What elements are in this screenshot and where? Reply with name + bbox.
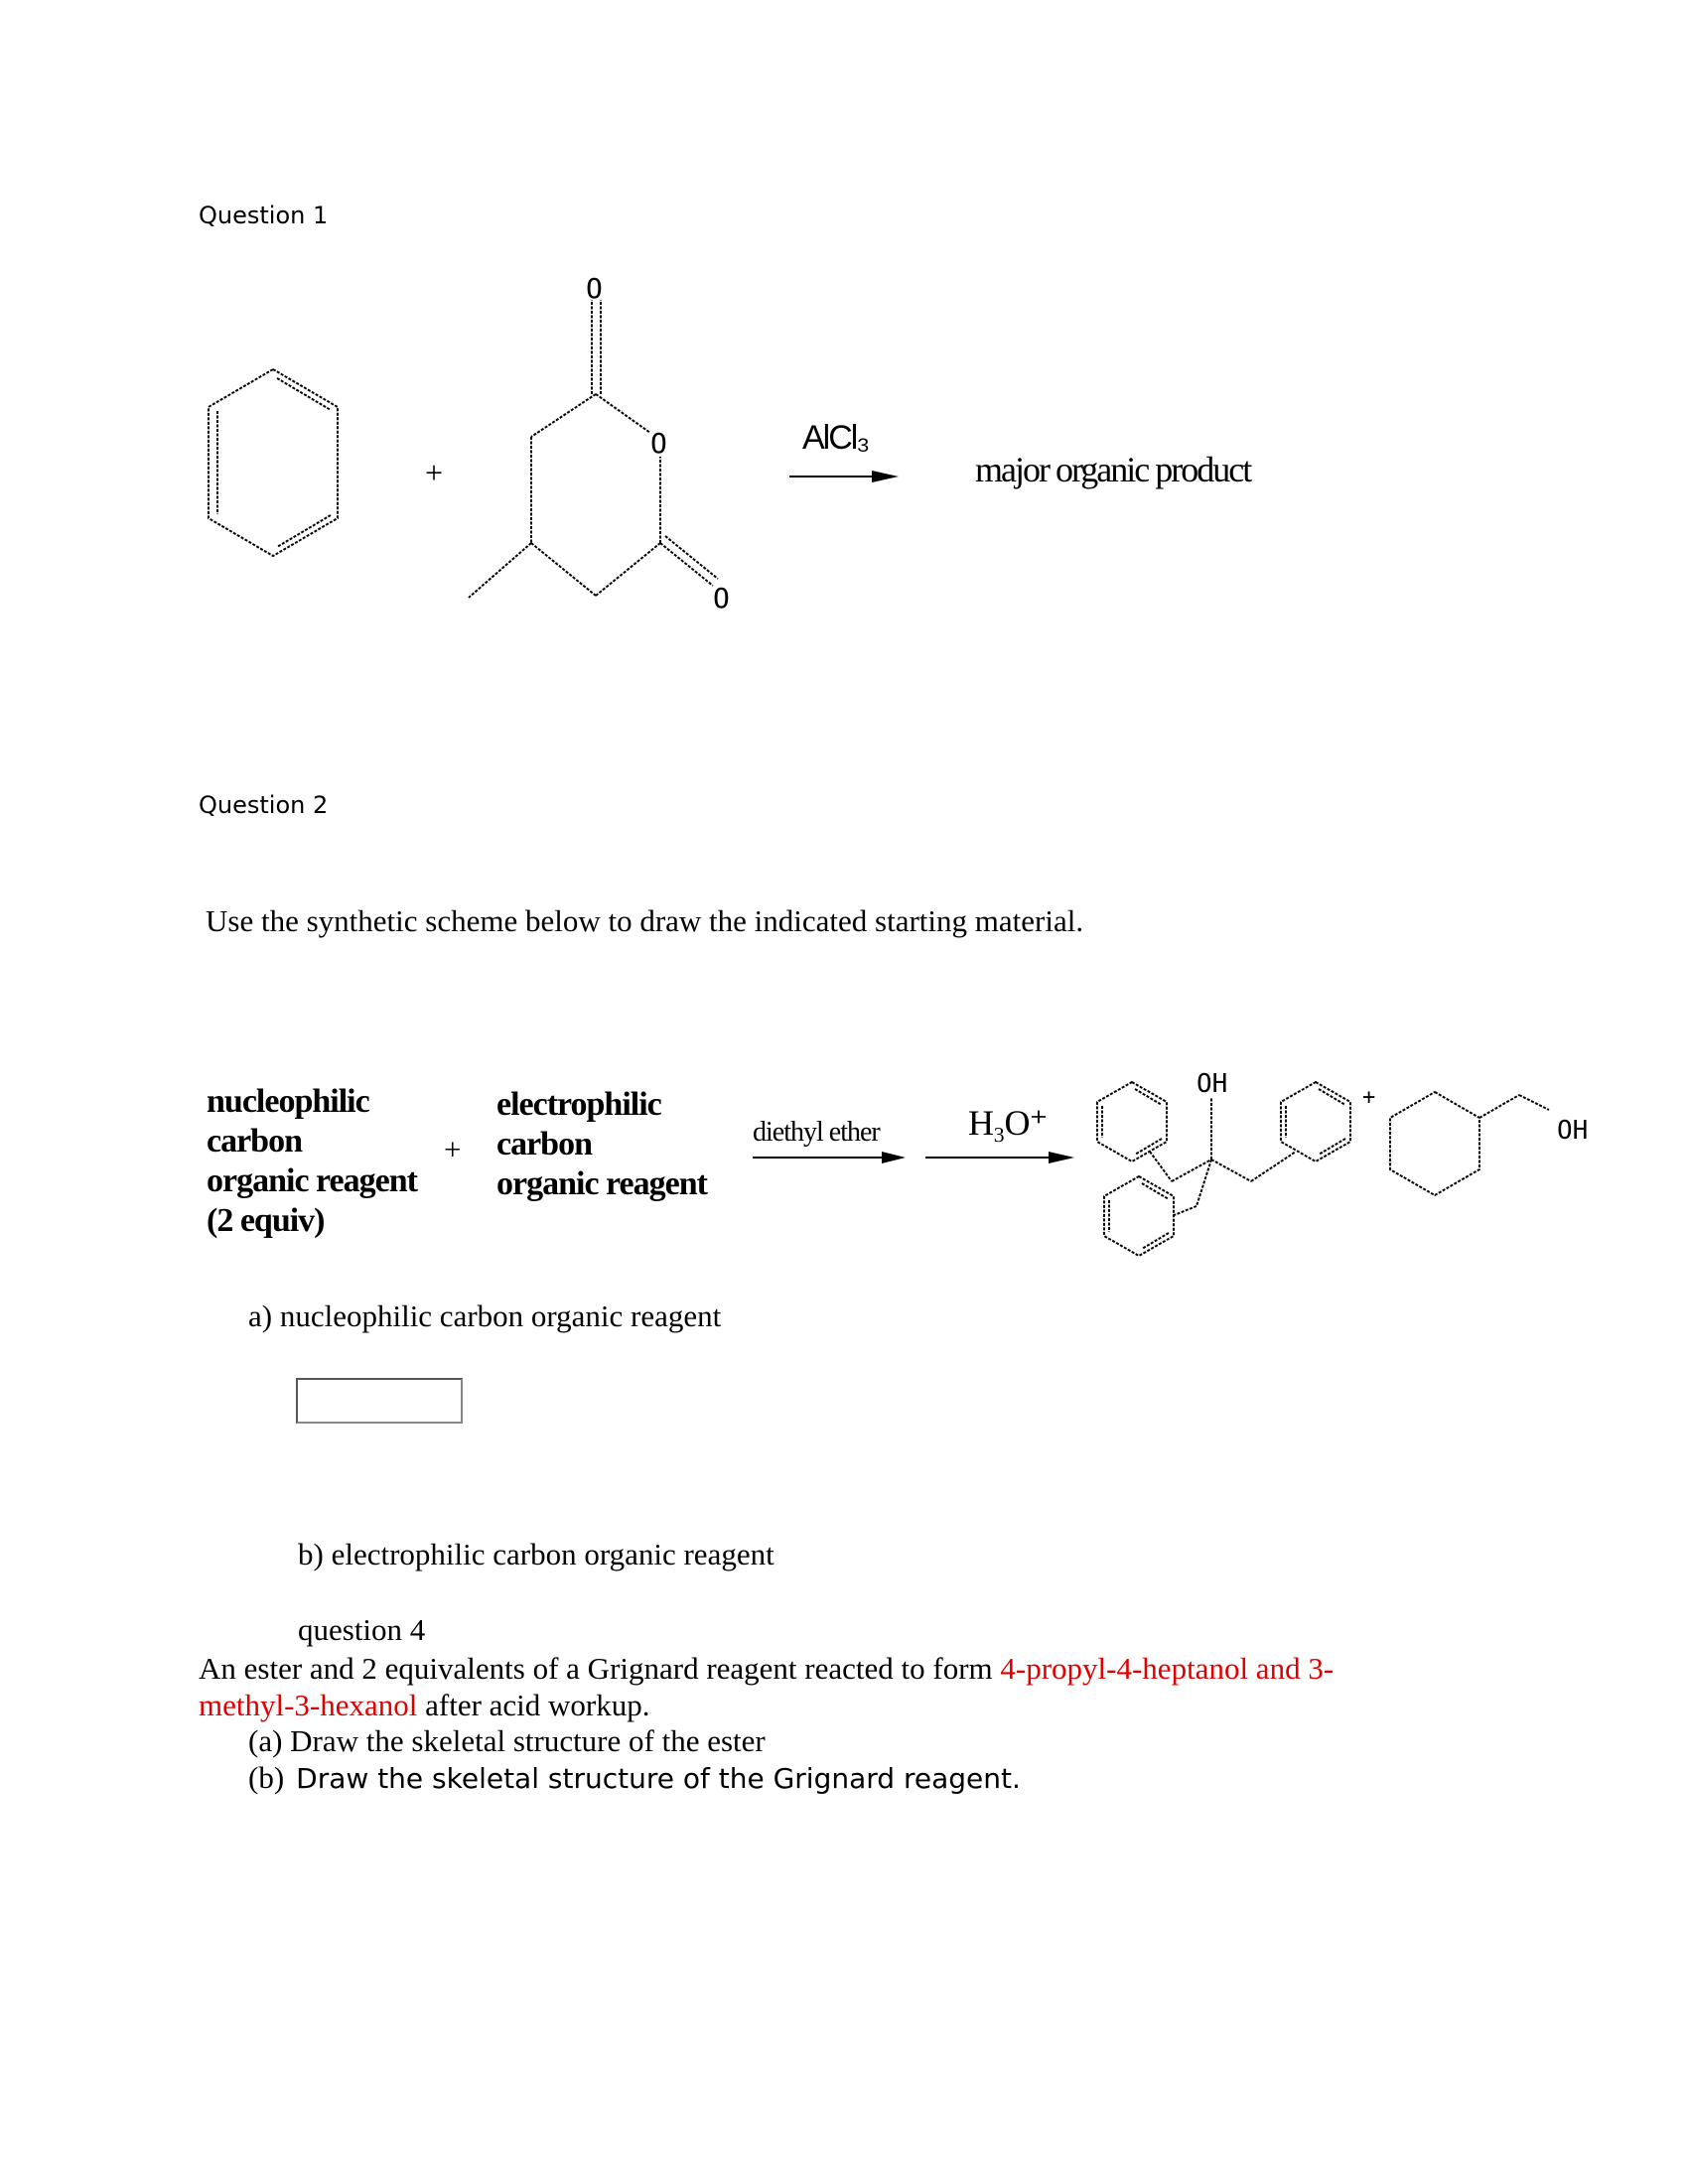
nucleophile-line: nucleophilic bbox=[207, 1083, 369, 1120]
solvent-label: diethyl ether bbox=[753, 1117, 880, 1148]
question-4-part-a: (a) Draw the skeletal structure of the ester bbox=[248, 1723, 766, 1758]
question-4-text-end: after acid workup. bbox=[417, 1688, 650, 1722]
carbonyl-oxygen-top: O bbox=[586, 272, 603, 305]
carbonyl-oxygen-bottom: O bbox=[713, 582, 730, 614]
question-4-heading: question 4 bbox=[298, 1612, 426, 1647]
benzene-ring bbox=[1281, 1082, 1350, 1161]
part-b-prompt: b) electrophilic carbon organic reagent bbox=[298, 1537, 774, 1571]
electrophile-line: organic reagent bbox=[496, 1165, 707, 1202]
question-1-heading: Question 1 bbox=[199, 202, 329, 229]
benzene-ring bbox=[1104, 1176, 1174, 1256]
electrophile-line: carbon bbox=[496, 1126, 592, 1162]
hydroxyl-label: OH bbox=[1196, 1069, 1228, 1099]
reagent-label: AlCl₃ bbox=[802, 419, 869, 457]
ring-oxygen: O bbox=[650, 427, 667, 460]
nucleophile-line: carbon bbox=[207, 1123, 302, 1160]
answer-input-a[interactable] bbox=[296, 1378, 463, 1424]
plus-sign: + bbox=[425, 455, 444, 490]
product-plus-sign: + bbox=[1362, 1085, 1376, 1110]
product-names-highlight: 4-propyl-4-heptanol and 3- bbox=[1000, 1651, 1335, 1686]
benzene-ring bbox=[1097, 1082, 1167, 1161]
question-2-heading: Question 2 bbox=[199, 791, 329, 819]
hydroxyl-label: OH bbox=[1557, 1116, 1589, 1146]
plus-sign: + bbox=[444, 1132, 462, 1166]
question-2-instruction: Use the synthetic scheme below to draw the indicated starting material. bbox=[206, 903, 1084, 938]
question-4-text bbox=[199, 1650, 1489, 1723]
nucleophile-line: (2 equiv) bbox=[207, 1202, 325, 1239]
part-a-prompt: a) nucleophilic carbon organic reagent bbox=[248, 1298, 722, 1333]
product-label: major organic product bbox=[975, 450, 1251, 489]
question-4-part-b bbox=[248, 1760, 1021, 1796]
electrophile-line: electrophilic bbox=[496, 1086, 661, 1123]
cyclohexane-ring bbox=[1390, 1092, 1479, 1195]
nucleophile-line: organic reagent bbox=[207, 1162, 417, 1199]
reaction-arrow bbox=[925, 1152, 1074, 1163]
question-4-text-start: An ester and 2 equivalents of a Grignard reagent reacted to form bbox=[199, 1651, 1001, 1686]
workup-label: H₃O⁺ bbox=[968, 1103, 1048, 1143]
part-b-label: (b) bbox=[248, 1760, 285, 1795]
part-b-text: Draw the skeletal structure of the Grignard reagent. bbox=[296, 1762, 1021, 1795]
reaction-arrow bbox=[753, 1152, 906, 1163]
product-names-highlight: methyl-3-hexanol bbox=[199, 1688, 418, 1722]
